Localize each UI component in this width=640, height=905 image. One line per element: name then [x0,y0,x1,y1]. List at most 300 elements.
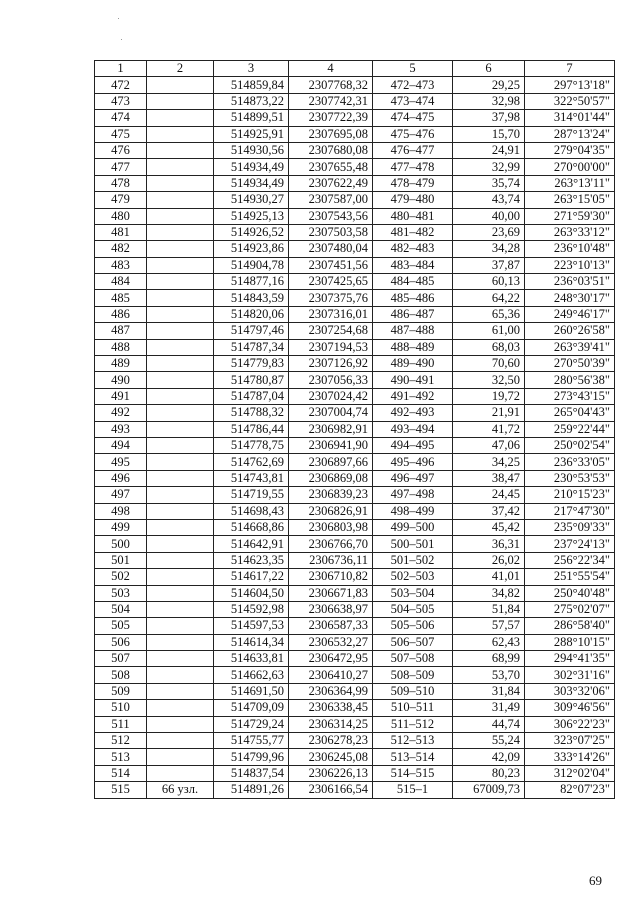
table-row [95,306,615,322]
length-cell: 32,98 [453,93,525,109]
x-coordinate-cell: 514623,35 [214,552,289,568]
segment-cell: 501–502 [373,552,453,568]
header-cell: 2 [147,61,214,77]
table-row [95,519,615,535]
y-coordinate-cell: 2306869,08 [289,470,373,486]
bearing-cell: 302°31'16" [525,667,615,683]
segment-cell: 499–500 [373,519,453,535]
table-row [95,77,615,93]
segment-cell: 497–498 [373,487,453,503]
y-coordinate-cell: 2306736,11 [289,552,373,568]
x-coordinate-cell: 514925,13 [214,208,289,224]
table-row [95,651,615,667]
y-coordinate-cell: 2306226,13 [289,765,373,781]
y-coordinate-cell: 2307722,39 [289,110,373,126]
header-cell: 7 [525,61,615,77]
bearing-cell: 309°46'56" [525,700,615,716]
point-number-cell: 511 [95,716,147,732]
bearing-cell: 286°58'40" [525,618,615,634]
table-row [95,142,615,158]
point-number-cell: 476 [95,142,147,158]
node-cell [147,241,214,257]
y-coordinate-cell: 2306532,27 [289,634,373,650]
node-cell [147,110,214,126]
x-coordinate-cell: 514930,56 [214,142,289,158]
x-coordinate-cell: 514642,91 [214,536,289,552]
table-row [95,667,615,683]
y-coordinate-cell: 2307024,42 [289,388,373,404]
bearing-cell: 263°39'41" [525,339,615,355]
segment-cell: 486–487 [373,306,453,322]
point-number-cell: 509 [95,683,147,699]
length-cell: 36,31 [453,536,525,552]
x-coordinate-cell: 514762,69 [214,454,289,470]
segment-cell: 500–501 [373,536,453,552]
segment-cell: 502–503 [373,569,453,585]
y-coordinate-cell: 2306897,66 [289,454,373,470]
node-cell [147,667,214,683]
node-cell [147,405,214,421]
y-coordinate-cell: 2306245,08 [289,749,373,765]
node-cell [147,716,214,732]
length-cell: 40,00 [453,208,525,224]
point-number-cell: 503 [95,585,147,601]
point-number-cell: 504 [95,601,147,617]
node-cell [147,159,214,175]
table-row [95,536,615,552]
length-cell: 61,00 [453,323,525,339]
node-cell [147,142,214,158]
length-cell: 70,60 [453,356,525,372]
segment-cell: 480–481 [373,208,453,224]
node-cell [147,454,214,470]
point-number-cell: 472 [95,77,147,93]
node-cell [147,536,214,552]
node-cell [147,274,214,290]
length-cell: 26,02 [453,552,525,568]
length-cell: 37,98 [453,110,525,126]
node-cell [147,765,214,781]
y-coordinate-cell: 2307695,08 [289,126,373,142]
y-coordinate-cell: 2307126,92 [289,356,373,372]
y-coordinate-cell: 2307316,01 [289,306,373,322]
length-cell: 60,13 [453,274,525,290]
bearing-cell: 270°00'00" [525,159,615,175]
y-coordinate-cell: 2307622,49 [289,175,373,191]
bearing-cell: 236°03'51" [525,274,615,290]
length-cell: 37,42 [453,503,525,519]
length-cell: 64,22 [453,290,525,306]
bearing-cell: 265°04'43" [525,405,615,421]
x-coordinate-cell: 514934,49 [214,159,289,175]
point-number-cell: 498 [95,503,147,519]
y-coordinate-cell: 2306338,45 [289,700,373,716]
bearing-cell: 287°13'24" [525,126,615,142]
bearing-cell: 230°53'53" [525,470,615,486]
node-cell [147,421,214,437]
y-coordinate-cell: 2307742,31 [289,93,373,109]
x-coordinate-cell: 514926,52 [214,224,289,240]
segment-cell: 485–486 [373,290,453,306]
bearing-cell: 236°10'48" [525,241,615,257]
segment-cell: 510–511 [373,700,453,716]
x-coordinate-cell: 514597,53 [214,618,289,634]
y-coordinate-cell: 2307004,74 [289,405,373,421]
point-number-cell: 480 [95,208,147,224]
length-cell: 29,25 [453,77,525,93]
point-number-cell: 481 [95,224,147,240]
bearing-cell: 248°30'17" [525,290,615,306]
bearing-cell: 279°04'35" [525,142,615,158]
table-row [95,503,615,519]
node-cell [147,552,214,568]
segment-cell: 493–494 [373,421,453,437]
node-cell [147,503,214,519]
point-number-cell: 507 [95,651,147,667]
segment-cell: 484–485 [373,274,453,290]
node-cell [147,651,214,667]
table-row [95,110,615,126]
node-cell [147,306,214,322]
y-coordinate-cell: 2307451,56 [289,257,373,273]
header-cell: 5 [373,61,453,77]
y-coordinate-cell: 2307194,53 [289,339,373,355]
point-number-cell: 499 [95,519,147,535]
length-cell: 34,82 [453,585,525,601]
x-coordinate-cell: 514780,87 [214,372,289,388]
point-number-cell: 508 [95,667,147,683]
node-cell [147,290,214,306]
segment-cell: 481–482 [373,224,453,240]
length-cell: 37,87 [453,257,525,273]
segment-cell: 483–484 [373,257,453,273]
table-row [95,339,615,355]
point-number-cell: 482 [95,241,147,257]
x-coordinate-cell: 514592,98 [214,601,289,617]
y-coordinate-cell: 2306941,90 [289,437,373,453]
length-cell: 51,84 [453,601,525,617]
header-cell: 6 [453,61,525,77]
point-number-cell: 501 [95,552,147,568]
length-cell: 23,69 [453,224,525,240]
x-coordinate-cell: 514788,32 [214,405,289,421]
segment-cell: 474–475 [373,110,453,126]
y-coordinate-cell: 2307425,65 [289,274,373,290]
node-cell [147,93,214,109]
x-coordinate-cell: 514934,49 [214,175,289,191]
segment-cell: 492–493 [373,405,453,421]
node-cell [147,683,214,699]
segment-cell: 478–479 [373,175,453,191]
bearing-cell: 303°32'06" [525,683,615,699]
table-row [95,323,615,339]
point-number-cell: 491 [95,388,147,404]
x-coordinate-cell: 514843,59 [214,290,289,306]
bearing-cell: 210°15'23" [525,487,615,503]
length-cell: 32,99 [453,159,525,175]
table-row [95,585,615,601]
length-cell: 34,25 [453,454,525,470]
page-number: 69 [589,873,602,888]
table-row [95,93,615,109]
point-number-cell: 474 [95,110,147,126]
y-coordinate-cell: 2306839,23 [289,487,373,503]
x-coordinate-cell: 514698,43 [214,503,289,519]
bearing-cell: 263°33'12" [525,224,615,240]
length-cell: 41,01 [453,569,525,585]
table-row [95,716,615,732]
table-row [95,618,615,634]
bearing-cell: 250°02'54" [525,437,615,453]
table-row [95,192,615,208]
node-cell [147,257,214,273]
point-number-cell: 473 [95,93,147,109]
node-cell [147,388,214,404]
x-coordinate-cell: 514709,09 [214,700,289,716]
length-cell: 41,72 [453,421,525,437]
bearing-cell: 312°02'04" [525,765,615,781]
x-coordinate-cell: 514778,75 [214,437,289,453]
segment-cell: 477–478 [373,159,453,175]
x-coordinate-cell: 514719,55 [214,487,289,503]
point-number-cell: 483 [95,257,147,273]
bearing-cell: 297°13'18" [525,77,615,93]
y-coordinate-cell: 2307680,08 [289,142,373,158]
x-coordinate-cell: 514904,78 [214,257,289,273]
bearing-cell: 271°59'30" [525,208,615,224]
length-cell: 42,09 [453,749,525,765]
bearing-cell: 323°07'25" [525,733,615,749]
bearing-cell: 82°07'23" [525,782,615,798]
node-cell [147,487,214,503]
segment-cell: 475–476 [373,126,453,142]
length-cell: 55,24 [453,733,525,749]
y-coordinate-cell: 2306587,33 [289,618,373,634]
x-coordinate-cell: 514923,86 [214,241,289,257]
x-coordinate-cell: 514837,54 [214,765,289,781]
node-cell [147,437,214,453]
bearing-cell: 263°13'11" [525,175,615,191]
point-number-cell: 515 [95,782,147,798]
x-coordinate-cell: 514691,50 [214,683,289,699]
table-header-row [95,61,615,77]
length-cell: 68,03 [453,339,525,355]
segment-cell: 507–508 [373,651,453,667]
segment-cell: 472–473 [373,77,453,93]
y-coordinate-cell: 2307587,00 [289,192,373,208]
table-row [95,454,615,470]
y-coordinate-cell: 2307056,33 [289,372,373,388]
segment-cell: 487–488 [373,323,453,339]
node-cell [147,224,214,240]
point-number-cell: 510 [95,700,147,716]
node-cell [147,323,214,339]
x-coordinate-cell: 514859,84 [214,77,289,93]
point-number-cell: 484 [95,274,147,290]
length-cell: 47,06 [453,437,525,453]
y-coordinate-cell: 2307480,04 [289,241,373,257]
table-row [95,405,615,421]
y-coordinate-cell: 2306314,25 [289,716,373,732]
coordinates-table-body [95,61,615,799]
node-cell [147,601,214,617]
y-coordinate-cell: 2307375,76 [289,290,373,306]
bearing-cell: 236°33'05" [525,454,615,470]
node-cell [147,749,214,765]
segment-cell: 488–489 [373,339,453,355]
segment-cell: 508–509 [373,667,453,683]
table-row [95,126,615,142]
node-cell [147,733,214,749]
x-coordinate-cell: 514891,26 [214,782,289,798]
length-cell: 24,45 [453,487,525,503]
segment-cell: 479–480 [373,192,453,208]
bearing-cell: 256°22'34" [525,552,615,568]
segment-cell: 490–491 [373,372,453,388]
x-coordinate-cell: 514799,96 [214,749,289,765]
node-cell [147,700,214,716]
x-coordinate-cell: 514787,34 [214,339,289,355]
length-cell: 43,74 [453,192,525,208]
table-row [95,487,615,503]
table-row [95,241,615,257]
length-cell: 53,70 [453,667,525,683]
x-coordinate-cell: 514873,22 [214,93,289,109]
segment-cell: 505–506 [373,618,453,634]
bearing-cell: 249°46'17" [525,306,615,322]
segment-cell: 515–1 [373,782,453,798]
y-coordinate-cell: 2307655,48 [289,159,373,175]
y-coordinate-cell: 2306982,91 [289,421,373,437]
point-number-cell: 478 [95,175,147,191]
point-number-cell: 489 [95,356,147,372]
table-row [95,388,615,404]
y-coordinate-cell: 2307503,58 [289,224,373,240]
table-row [95,470,615,486]
table-row [95,601,615,617]
table-row [95,569,615,585]
bearing-cell: 217°47'30" [525,503,615,519]
bearing-cell: 280°56'38" [525,372,615,388]
length-cell: 67009,73 [453,782,525,798]
point-number-cell: 514 [95,765,147,781]
y-coordinate-cell: 2307254,68 [289,323,373,339]
segment-cell: 495–496 [373,454,453,470]
x-coordinate-cell: 514662,63 [214,667,289,683]
point-number-cell: 488 [95,339,147,355]
point-number-cell: 496 [95,470,147,486]
length-cell: 80,23 [453,765,525,781]
x-coordinate-cell: 514899,51 [214,110,289,126]
length-cell: 44,74 [453,716,525,732]
y-coordinate-cell: 2306826,91 [289,503,373,519]
point-number-cell: 492 [95,405,147,421]
bearing-cell: 275°02'07" [525,601,615,617]
x-coordinate-cell: 514820,06 [214,306,289,322]
y-coordinate-cell: 2306166,54 [289,782,373,798]
table-row [95,700,615,716]
segment-cell: 491–492 [373,388,453,404]
bearing-cell: 223°10'13" [525,257,615,273]
length-cell: 68,99 [453,651,525,667]
segment-cell: 514–515 [373,765,453,781]
point-number-cell: 485 [95,290,147,306]
point-number-cell: 505 [95,618,147,634]
table-row [95,733,615,749]
bearing-cell: 333°14'26" [525,749,615,765]
segment-cell: 496–497 [373,470,453,486]
y-coordinate-cell: 2306766,70 [289,536,373,552]
x-coordinate-cell: 514617,22 [214,569,289,585]
length-cell: 24,91 [453,142,525,158]
node-cell [147,569,214,585]
x-coordinate-cell: 514779,83 [214,356,289,372]
x-coordinate-cell: 514930,27 [214,192,289,208]
x-coordinate-cell: 514729,24 [214,716,289,732]
x-coordinate-cell: 514604,50 [214,585,289,601]
table-row [95,552,615,568]
x-coordinate-cell: 514787,04 [214,388,289,404]
bearing-cell: 250°40'48" [525,585,615,601]
node-cell [147,208,214,224]
bearing-cell: 235°09'33" [525,519,615,535]
length-cell: 19,72 [453,388,525,404]
x-coordinate-cell: 514925,91 [214,126,289,142]
segment-cell: 504–505 [373,601,453,617]
point-number-cell: 502 [95,569,147,585]
bearing-cell: 294°41'35" [525,651,615,667]
point-number-cell: 490 [95,372,147,388]
table-row [95,175,615,191]
y-coordinate-cell: 2307543,56 [289,208,373,224]
header-cell: 4 [289,61,373,77]
y-coordinate-cell: 2306410,27 [289,667,373,683]
node-cell: 66 узл. [147,782,214,798]
node-cell [147,339,214,355]
point-number-cell: 506 [95,634,147,650]
segment-cell: 489–490 [373,356,453,372]
segment-cell: 506–507 [373,634,453,650]
segment-cell: 476–477 [373,142,453,158]
bearing-cell: 270°50'39" [525,356,615,372]
node-cell [147,372,214,388]
y-coordinate-cell: 2306278,23 [289,733,373,749]
table-row [95,274,615,290]
table-row [95,257,615,273]
x-coordinate-cell: 514786,44 [214,421,289,437]
node-cell [147,126,214,142]
x-coordinate-cell: 514633,81 [214,651,289,667]
length-cell: 15,70 [453,126,525,142]
segment-cell: 509–510 [373,683,453,699]
bearing-cell: 288°10'15" [525,634,615,650]
x-coordinate-cell: 514614,34 [214,634,289,650]
node-cell [147,618,214,634]
length-cell: 21,91 [453,405,525,421]
y-coordinate-cell: 2307768,32 [289,77,373,93]
node-cell [147,634,214,650]
node-cell [147,519,214,535]
node-cell [147,175,214,191]
bearing-cell: 263°15'05" [525,192,615,208]
segment-cell: 494–495 [373,437,453,453]
length-cell: 65,36 [453,306,525,322]
header-cell: 1 [95,61,147,77]
x-coordinate-cell: 514877,16 [214,274,289,290]
table-row [95,437,615,453]
length-cell: 35,74 [453,175,525,191]
bearing-cell: 237°24'13" [525,536,615,552]
